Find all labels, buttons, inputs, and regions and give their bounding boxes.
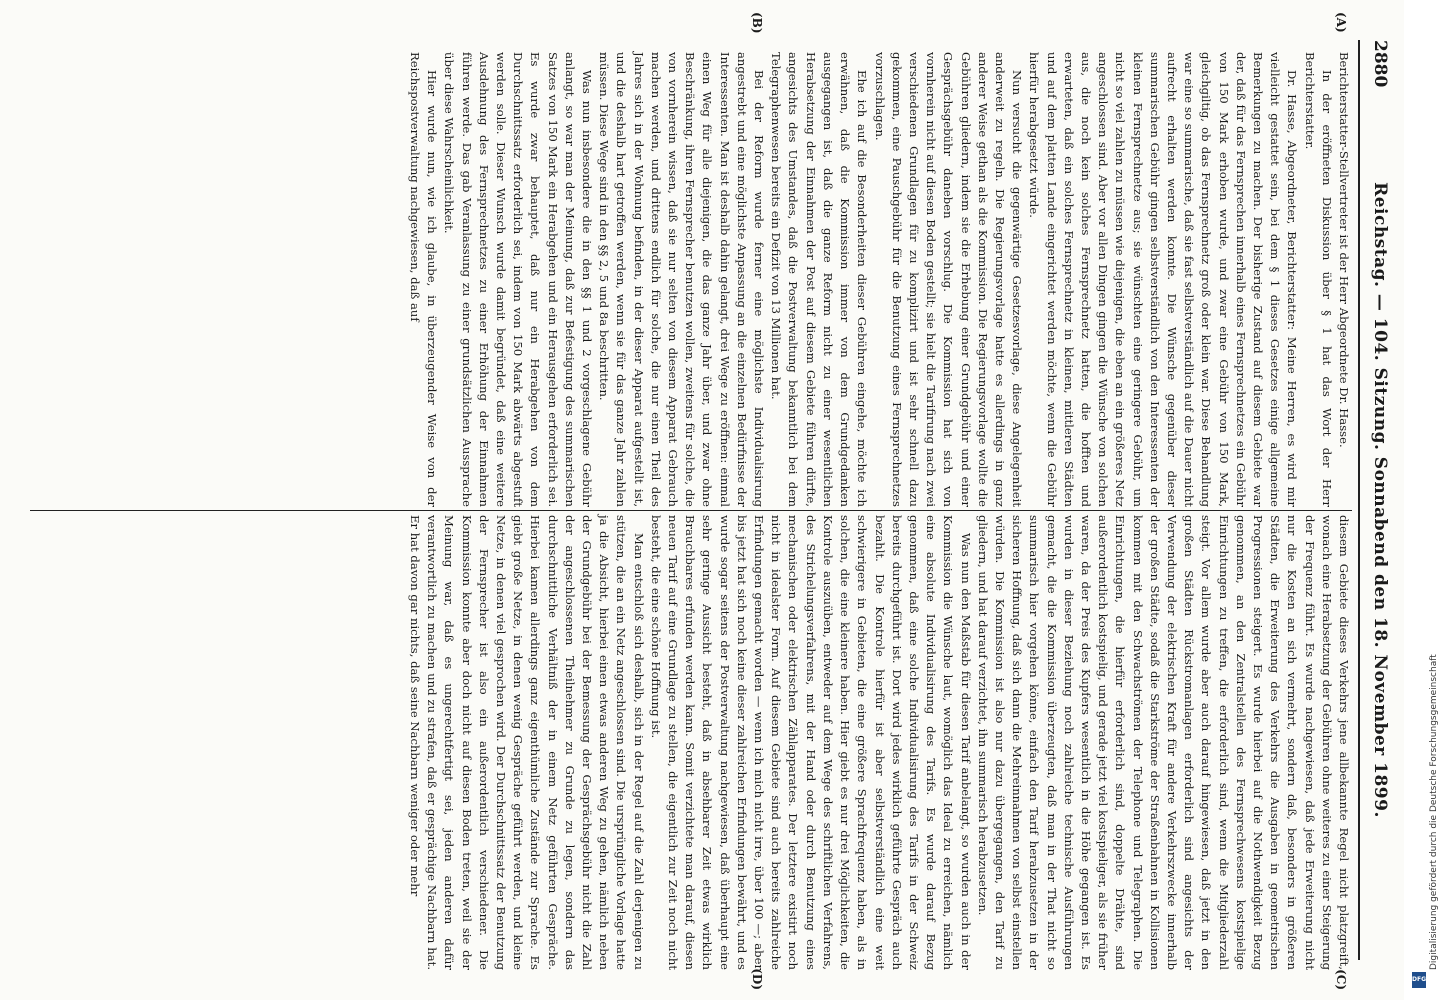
margin-marker-d: (D) [750,968,764,990]
paragraph: Dr. Hasse, Abgeordneter, Berichterstatter: Meine Herren, es wird mir vielleicht gestattet sein, bei dem § 1 dieses Gesetzes einige allgemeine Bemerkungen zu machen. Der bisherige Zustand auf diesem Gebiete war der, daß für das Fernsprechen innerhalb eines Fernsprechnetzes ein Gebühr von 150 Mark erhoben wurde, und zwar eine Gebühr von 150 Mark, gleichgiltig, ob das Fernsprechnetz groß oder klein war. Diese Behandlung war eine so summarische, daß sie fast selbstverständlich auf die Dauer nicht aufrecht erhalten werden konnte. Die Wünsche gegenüber dieser summarischen Gebühr gingen selbstverständlich von den Interessenten der kleinen Fernsprechnetze aus; sie wünschten eine geringere Gebühr, um nicht so viel zahlen zu müssen wie diejenigen, die eben an ein größeres Netz angeschlossen sind. Aber vor allen Dingen gingen die Wünsche von solchen aus, die noch kein solches Fernsprechnetz hatten, die hofften und erwarteten, daß ein solches Fernsprechnetz in kleinen, mittleren Städten und auf dem platten Lande eingerichtet werden möchte, wenn die Gebühr hierfür herabgesetzt würde. [1027,52,1300,507]
page-header [1364,40,1394,960]
right-column [30,515,1352,970]
header-rule [1358,40,1360,960]
paragraph: diesem Gebiete dieses Verkehrs jene allbekannte Regel nicht platzgreift, wonach eine Herabsetzung der Gebühren ohne weiteres zu einer Steigerung der Frequenz führt. Es wurde nachgewiesen, daß jede Erweiterung nicht nur die Kosten an sich vermehrt, sondern daß, besonders in größeren Städten, die Erweiterung des Verkehrs die Ausgaben in geometrischen Progressionen steigert. Es wurde hierbei auf die Nothwendigkeit Bezug genommen, an den Zentralstellen des Fernsprechwesens kostspielige Einrichtungen zu treffen, die erforderlich sind, wenn die Mitgliederzahl steigt. Vor allem wurde aber auch darauf hingewiesen, daß jetzt in den großen Städten Rückstromanlagen erforderlich sind angesichts der Verwendung der elektrischen Kraft für andere Verkehrszwecke innerhalb der großen Städte, sodaß die Starkströme der Straßenbahnen in Kollisionen kommen mit den Schwachströmen der Telephone und Telegraphen. Die Einrichtungen, die hierfür erforderlich sind, doppelte Drähte, sind außerordentlich kostspielig, und gerade jetzt viel kostspieliger, als sie früher waren, da der Preis des Kupfers wesentlich in die Höhe gegangen ist. Es wurden in dieser Beziehung noch zahlreiche technische Ausführungen gemacht, die die Kommission überzeugten, daß man in der That nicht so summarisch hier vorgehen könne, einfach den Tarif herabzusetzen in der sicheren Hoffnung, daß sich dann die Mehreinnahmen von selbst einstellen würden. Die Kommission ist also nur dazu übergegangen, den Tarif zu gliedern, und hat darauf verzichtet, ihn summarisch herabzusetzen. [975,515,1351,970]
paragraph: Berichterstatter-Stellvertreter ist der Herr Abgeordnete Dr. Hasse. [1337,52,1351,448]
margin-marker-a: (A) [1334,12,1348,33]
paragraph: Nun versucht die gegenwärtige Gesetzesvorlage, diese Angelegenheit anderweit zu regeln. Die Regierungsvorlage hatte es allerdings in ganz anderer Weise gethan als die Kommission. Die Regierungsvorlage wollte die Gebühren gliedern, indem sie die Erhebung einer Grundgebühr und einer Gesprächsgebühr daneben vorschlug. Die Kommission hat sich von vornherein nicht auf diesen Boden gestellt; sie hielt die Tarifirung nach zwei verschiedenen Grundlagen für zu komplizirt und ist sehr schnell dazu gekommen, eine Pauschgebühr für die Benutzung eines Fernsprechnetzes vorzuschlagen. [872,52,1025,507]
digitization-credit [1410,20,1439,990]
paragraph: Man entschloß sich deshalb, sich in der Regel auf die Zahl derjenigen zu stützen, die an ein Netz angeschlossen sind. Die ursprüngliche Vorlage hatte ja die Absicht, hierbei einen etwas anderen Weg zu gehen, nämlich neben der Grundgebühr bei der Bemessung der Gesprächsgebühr nicht die Zahl der angeschlossenen Theilnehmer zu Grunde zu legen, sondern das durchschnittliche Verhältniß der in einem Netz geführten Gespräche. Hierbei kamen allerdings ganz eigenthümliche Zustände zur Sprache. Es giebt große Netze, in denen wenig Gespräche geführt werden, und kleine Netze, in denen viel gesprochen wird. Der Durchschnittssatz der Benutzung der Fernsprecher ist also ein außerordentlich verschiedener. Die Kommission konnte aber doch nicht auf diesen Boden treten, weil sie der Meinung war, daß es ungerechtfertigt sei, jeden anderen dafür verantwortlich zu machen und zu strafen, daß er gesprächige Nachbarn hat. Er hat davon gar nichts, daß seine Nachbarn weniger oder mehr [408,515,646,970]
paragraph: Ehe ich auf die Besonderheiten dieser Gebühren eingehe, möchte ich erwähnen, daß die Kommission immer von dem Grundgedanken ausgegangen ist, daß die ganze Reform nicht zu einer wesentlichen Herabsetzung der Einnahmen der Post auf diesem Gebiete führen dürfte, angesichts des Umstandes, daß die Postverwaltung bekanntlich bei dem Telegraphenwesen bereits ein Defizit von 13 Millionen hat. [769,52,870,507]
page-title: Reichstag. — 104. Sitzung. Sonnabend den 18. November 1899. [1370,182,1390,818]
dfg-logo: DFG [1412,972,1426,988]
left-column [30,52,1352,507]
paragraph: Bei der Reform wurde ferner eine möglichste Individualisirung angestrebt und eine möglichste Anpassung an die einzelnen Bedürfnisse der Interessenten. Man ist deshalb dahin gelangt, drei Wege zu eröffnen: einmal einen Weg für alle diejenigen, die das ganze Jahr über, und zwar ohne Beschränkung, ihren Fernsprecher benutzen wollen, zweitens für solche, die von vornherein wissen, daß sie nur selten von diesem Apparat Gebrauch machen werden, und drittens endlich für solche, die nur einen Theil des Jahres sich in der Wohnung befinden, in der dieser Apparat aufgestellt ist, und die deshalb hart getroffen werden, wenn sie für das ganze Jahr zahlen müssen. Diese Wege sind in den §§ 2, 5 und 8a beschritten. [597,52,767,507]
column-divider [30,510,1352,511]
paragraph: Hier wurde nun, wie ich glaube, in überzeugender Weise von der Reichspostverwaltung nachgewiesen, daß auf [408,52,440,507]
credit-text: Digitalisierung gefördert durch die Deutsche Forschungsgemeinschaft [1429,654,1439,970]
paragraph: In der eröffneten Diskussion über § 1 hat das Wort der Herr Berichterstatter. [1302,52,1334,507]
page-number: 2880 [1370,40,1390,88]
margin-marker-b: (B) [750,12,764,34]
margin-marker-c: (C) [1334,969,1348,990]
paragraph: Was nun den Maßstab für diesen Tarif anbelangt, so wurden auch in der Kommission die Wünsche laut, womöglich das Ideal zu erreichen, nämlich eine absolute Individualisirung des Tarifs. Es wurde darauf Bezug genommen, daß eine solche Individualisirung des Tarifs in der Schweiz bereits durchgeführt ist. Dort wird jedes wirklich geführte Gespräch auch bezahlt. Die Kontrole hierfür ist aber selbstverständlich eine weit schwierigere in Gebieten, die eine größere Sprachfrequenz haben, als in solchen, die eine kleinere haben. Hier giebt es nur drei Möglichkeiten, die Kontrole auszuüben, entweder auf dem Wege des schriftlichen Verfahrens, des Strichelungsverfahrens, mit der Hand oder durch Benutzung eines mechanischen oder elektrischen Zählapparates. Der letztere existirt noch nicht in idealster Form. Auf diesem Gebiete sind auch bereits zahlreiche Erfindungen gemacht worden — wenn ich mich nicht irre, über 100 —; aber bis jetzt hat sich noch keine dieser zahlreichen Erfindungen bewährt, und es wurde sogar seitens der Postverwaltung nachgewiesen, daß überhaupt eine sehr geringe Aussicht besteht, daß in absehbarer Zeit etwas wirklich Brauchbares erfunden werden kann. Somit verzichtete man darauf, diesen neuen Tarif auf eine Grundlage zu stellen, die eigentlich zur Zeit noch nicht besteht, die eine schöne Hoffnung ist. [648,515,973,970]
paragraph: Was nun insbesondere die in den §§ 1 und 2 vorgeschlagene Gebühr anlangt, so war man der Meinung, daß zur Befestigung des summarischen Satzes von 150 Mark ein Herabgehen und ein Herausgehen erforderlich sei. Es wurde zwar behauptet, daß nur ein Herabgehen von dem Durchschnittssatz erforderlich sei, indem von 150 Mark abwärts abgestuft werden solle. Dieser Wunsch wurde damit begründet, daß eine weitere Ausdehnung des Fernsprechnetzes zu einer Erhöhung der Einnahmen führen werde. Das gab Veranlassung zu einer grundsätzlichen Aussprache über diese Wahrscheinlichkeit. [442,52,595,507]
